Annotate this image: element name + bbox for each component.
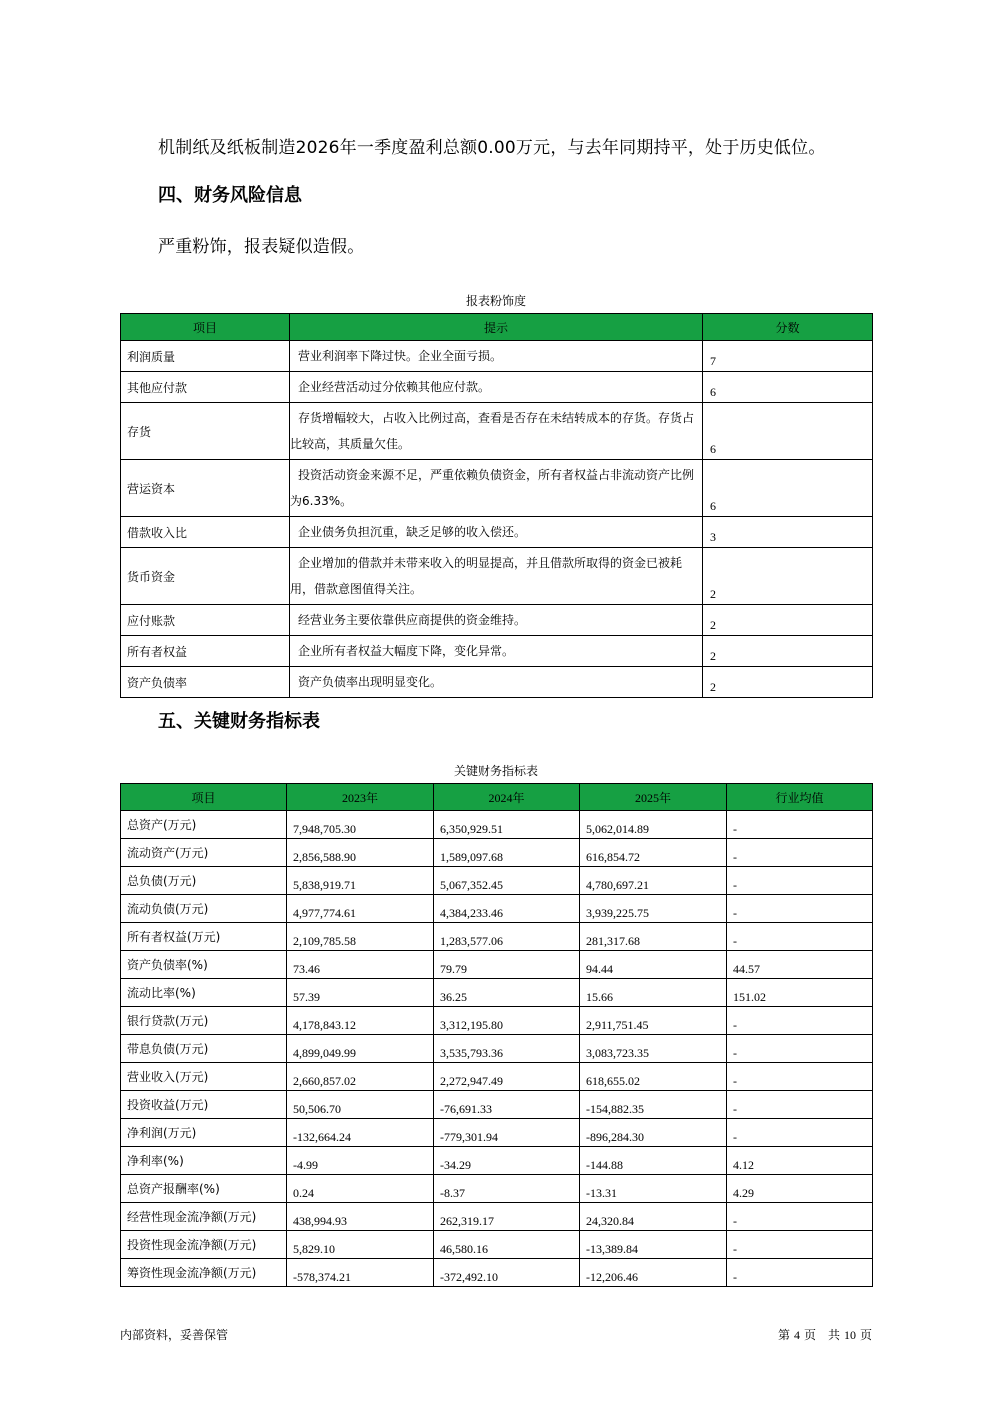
footer-confidential-note: 内部资料，妥善保管 [120,1328,229,1342]
header-hint: 提示 [290,314,703,341]
risk-hint-cell: 企业债务负担沉重，缺乏足够的收入偿还。 [290,517,703,548]
kpi-item-cell: 经营性现金流净额(万元) [121,1203,287,1231]
kpi-2023-cell: 4,977,774.61 [287,895,434,923]
kpi-2024-cell: 1,589,097.68 [434,839,580,867]
kpi-2025-cell: 4,780,697.21 [580,867,727,895]
kpi-2025-cell: -896,284.30 [580,1119,727,1147]
risk-score-cell: 2 [703,636,873,667]
kpi-industry-avg-cell: - [727,867,873,895]
kpi-2024-cell: 79.79 [434,951,580,979]
kpi-table [120,783,873,1287]
risk-table-row [121,403,873,460]
kpi-industry-avg-cell: 4.12 [727,1147,873,1175]
page-prefix: 第 [777,1328,790,1342]
kpi-2023-cell: 5,829.10 [287,1231,434,1259]
risk-item-cell: 资产负债率 [121,667,290,698]
kpi-2023-cell: 2,856,588.90 [287,839,434,867]
kpi-2024-cell: 5,067,352.45 [434,867,580,895]
risk-item-cell: 借款收入比 [121,517,290,548]
kpi-2025-cell: -13,389.84 [580,1231,727,1259]
risk-table-row [121,548,873,605]
kpi-2024-cell: 46,580.16 [434,1231,580,1259]
kpi-industry-avg-cell: 151.02 [727,979,873,1007]
kpi-2024-cell: 2,272,947.49 [434,1063,580,1091]
header-2025: 2025年 [580,784,727,811]
kpi-table-row [121,1119,873,1147]
kpi-table-row [121,1175,873,1203]
kpi-2023-cell: 5,838,919.71 [287,867,434,895]
kpi-2024-cell: 1,283,577.06 [434,923,580,951]
kpi-industry-avg-cell: - [727,1231,873,1259]
kpi-item-cell: 投资收益(万元) [121,1091,287,1119]
kpi-2025-cell: 3,939,225.75 [580,895,727,923]
kpi-industry-avg-cell: - [727,839,873,867]
footer-page-number [778,1326,872,1343]
risk-table-row [121,517,873,548]
risk-hint-cell: 企业增加的借款并未带来收入的明显提高，并且借款所取得的资金已被耗用，借款意图值得关注。 [290,548,703,605]
risk-table-caption: 报表粉饰度 [465,294,526,308]
risk-table-row [121,341,873,372]
kpi-item-cell: 净利润(万元) [121,1119,287,1147]
risk-hint-cell: 企业所有者权益大幅度下降，变化异常。 [290,636,703,667]
page-mid: 页 共 [803,1328,840,1342]
kpi-2025-cell: 2,911,751.45 [580,1007,727,1035]
kpi-table-row [121,1063,873,1091]
kpi-item-cell: 所有者权益(万元) [121,923,287,951]
risk-hint-cell: 经营业务主要依靠供应商提供的资金维持。 [290,605,703,636]
kpi-2025-cell: 15.66 [580,979,727,1007]
risk-score-cell: 3 [703,517,873,548]
risk-item-cell: 其他应付款 [121,372,290,403]
kpi-2023-cell: 7,948,705.30 [287,811,434,839]
kpi-2023-cell: -4.99 [287,1147,434,1175]
kpi-item-cell: 营业收入(万元) [121,1063,287,1091]
risk-summary: 严重粉饰，报表疑似造假。 [158,237,365,257]
header-item: 项目 [121,784,287,811]
kpi-table-row [121,1203,873,1231]
kpi-item-cell: 流动负债(万元) [121,895,287,923]
kpi-table-row [121,839,873,867]
kpi-2024-cell: 3,535,793.36 [434,1035,580,1063]
risk-item-cell: 存货 [121,403,290,460]
kpi-2023-cell: 2,109,785.58 [287,923,434,951]
risk-item-cell: 货币资金 [121,548,290,605]
risk-item-cell: 营运资本 [121,460,290,517]
risk-hint-cell: 企业经营活动过分依赖其他应付款。 [290,372,703,403]
kpi-table-row [121,895,873,923]
risk-item-cell: 利润质量 [121,341,290,372]
kpi-2024-cell: 3,312,195.80 [434,1007,580,1035]
kpi-2024-cell: -779,301.94 [434,1119,580,1147]
kpi-2024-cell: -76,691.33 [434,1091,580,1119]
kpi-2024-cell: -8.37 [434,1175,580,1203]
section4-heading: 四、财务风险信息 [158,185,302,206]
kpi-item-cell: 总资产(万元) [121,811,287,839]
kpi-table-row [121,1259,873,1287]
kpi-2023-cell: 438,994.93 [287,1203,434,1231]
header-score: 分数 [703,314,873,341]
header-2023: 2023年 [287,784,434,811]
risk-item-cell: 所有者权益 [121,636,290,667]
kpi-2025-cell: -13.31 [580,1175,727,1203]
intro-paragraph: 机制纸及纸板制造2026年一季度盈利总额0.00万元，与去年同期持平，处于历史低位。 [158,138,826,158]
kpi-table-row [121,1091,873,1119]
kpi-2023-cell: 50,506.70 [287,1091,434,1119]
risk-hint-cell: 营业利润率下降过快。企业全面亏损。 [290,341,703,372]
page-total: 10 [843,1328,856,1342]
kpi-industry-avg-cell: - [727,923,873,951]
kpi-table-row [121,1147,873,1175]
risk-table-header [121,314,873,341]
kpi-item-cell: 流动比率(%) [121,979,287,1007]
kpi-2023-cell: -132,664.24 [287,1119,434,1147]
risk-table-row [121,372,873,403]
risk-table-row [121,460,873,517]
risk-hint-cell: 投资活动资金来源不足，严重依赖负债资金，所有者权益占非流动资产比例为6.33%。 [290,460,703,517]
kpi-2023-cell: 0.24 [287,1175,434,1203]
kpi-2023-cell: 4,178,843.12 [287,1007,434,1035]
kpi-2025-cell: 3,083,723.35 [580,1035,727,1063]
kpi-item-cell: 资产负债率(%) [121,951,287,979]
kpi-2025-cell: 94.44 [580,951,727,979]
kpi-2023-cell: 2,660,857.02 [287,1063,434,1091]
kpi-2025-cell: 5,062,014.89 [580,811,727,839]
kpi-2023-cell: 73.46 [287,951,434,979]
kpi-2024-cell: 262,319.17 [434,1203,580,1231]
kpi-table-row [121,1035,873,1063]
header-2024: 2024年 [434,784,580,811]
kpi-table-row [121,1007,873,1035]
kpi-industry-avg-cell: - [727,895,873,923]
kpi-2024-cell: -34.29 [434,1147,580,1175]
risk-table-row [121,636,873,667]
risk-table-row [121,667,873,698]
kpi-item-cell: 总负债(万元) [121,867,287,895]
header-item: 项目 [121,314,290,341]
risk-item-cell: 应付账款 [121,605,290,636]
kpi-table-row [121,951,873,979]
kpi-item-cell: 总资产报酬率(%) [121,1175,287,1203]
kpi-2023-cell: -578,374.21 [287,1259,434,1287]
kpi-table-caption: 关键财务指标表 [453,764,538,778]
kpi-table-row [121,979,873,1007]
kpi-2025-cell: -154,882.35 [580,1091,727,1119]
risk-table-row [121,605,873,636]
kpi-item-cell: 净利率(%) [121,1147,287,1175]
kpi-2025-cell: -144.88 [580,1147,727,1175]
kpi-2023-cell: 4,899,049.99 [287,1035,434,1063]
risk-hint-cell: 资产负债率出现明显变化。 [290,667,703,698]
kpi-industry-avg-cell: - [727,1007,873,1035]
kpi-industry-avg-cell: 44.57 [727,951,873,979]
kpi-item-cell: 带息负债(万元) [121,1035,287,1063]
kpi-item-cell: 流动资产(万元) [121,839,287,867]
kpi-industry-avg-cell: 4.29 [727,1175,873,1203]
kpi-table-row [121,867,873,895]
page-current: 4 [793,1328,800,1342]
header-industry-avg: 行业均值 [727,784,873,811]
kpi-2025-cell: 281,317.68 [580,923,727,951]
kpi-2025-cell: -12,206.46 [580,1259,727,1287]
kpi-2024-cell: -372,492.10 [434,1259,580,1287]
kpi-industry-avg-cell: - [727,1119,873,1147]
kpi-2024-cell: 6,350,929.51 [434,811,580,839]
risk-hint-cell: 存货增幅较大，占收入比例过高，查看是否存在未结转成本的存货。存货占比较高，其质量欠佳。 [290,403,703,460]
risk-table [120,313,873,698]
kpi-2025-cell: 24,320.84 [580,1203,727,1231]
section5-heading: 五、关键财务指标表 [158,711,320,732]
kpi-table-row [121,811,873,839]
kpi-table-row [121,923,873,951]
kpi-industry-avg-cell: - [727,1259,873,1287]
kpi-table-header [121,784,873,811]
risk-score-cell: 7 [703,341,873,372]
kpi-2023-cell: 57.39 [287,979,434,1007]
kpi-industry-avg-cell: - [727,811,873,839]
kpi-item-cell: 投资性现金流净额(万元) [121,1231,287,1259]
kpi-2024-cell: 4,384,233.46 [434,895,580,923]
kpi-industry-avg-cell: - [727,1063,873,1091]
kpi-industry-avg-cell: - [727,1203,873,1231]
kpi-2024-cell: 36.25 [434,979,580,1007]
kpi-table-row [121,1231,873,1259]
risk-score-cell: 6 [703,372,873,403]
page-suffix: 页 [859,1328,872,1342]
kpi-industry-avg-cell: - [727,1091,873,1119]
risk-score-cell: 2 [703,667,873,698]
kpi-industry-avg-cell: - [727,1035,873,1063]
risk-score-cell: 2 [703,605,873,636]
kpi-item-cell: 筹资性现金流净额(万元) [121,1259,287,1287]
risk-score-cell: 6 [703,460,873,517]
risk-score-cell: 6 [703,403,873,460]
kpi-item-cell: 银行贷款(万元) [121,1007,287,1035]
risk-score-cell: 2 [703,548,873,605]
kpi-2025-cell: 618,655.02 [580,1063,727,1091]
kpi-2025-cell: 616,854.72 [580,839,727,867]
